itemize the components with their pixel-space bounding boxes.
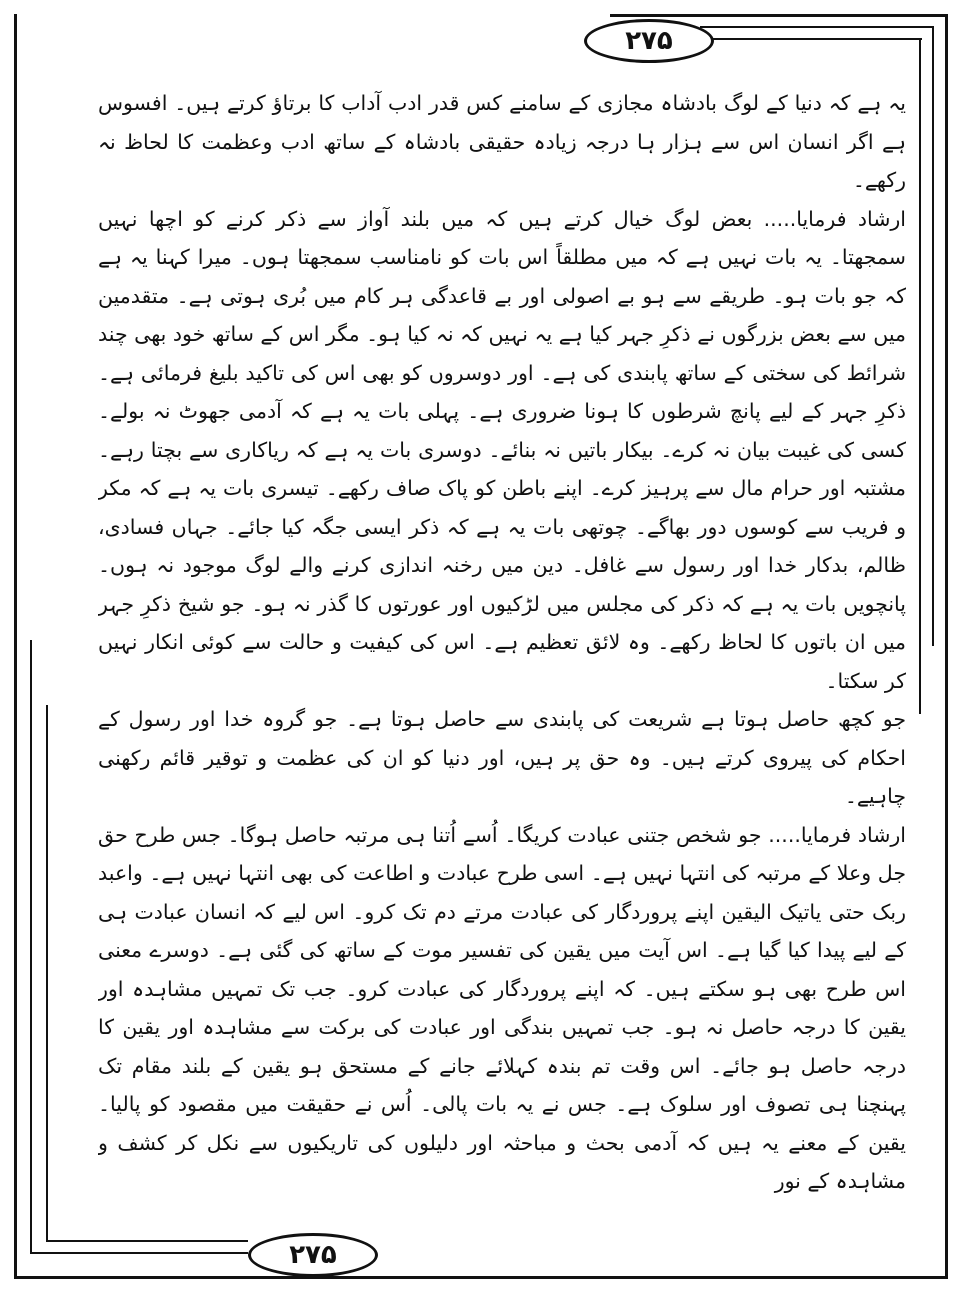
frame-line-bottom-inner xyxy=(46,1240,248,1242)
frame-line-right-inner xyxy=(919,38,921,714)
frame-line-left-middle xyxy=(30,640,32,1252)
page-number-top: ۲۷۵ xyxy=(584,19,714,63)
frame-line-left-outer xyxy=(14,14,17,1279)
frame-line-right-outer xyxy=(945,14,948,1277)
frame-line-top-inner xyxy=(700,38,922,40)
frame-line-top-outer xyxy=(610,14,948,17)
page-number-bottom: ۲۷۵ xyxy=(248,1233,378,1277)
paragraph: جو کچھ حاصل ہوتا ہے شریعت کی پابندی سے حاصل ہوتا ہے۔ جو گروہ خدا اور رسول کے احکام کی پیروی کرتے ہیں۔ وہ حق پر ہیں، اور دنیا کو ان کی عظمت و توقیر قائم رکھنی چاہیے۔ xyxy=(98,707,906,808)
paragraph: ارشاد فرمایا..... جو شخص جتنی عبادت کریگا۔ اُسے اُتنا ہی مرتبہ حاصل ہوگا۔ جس طرح حق جل وعلا کے مرتبہ کی انتہا نہیں ہے۔ اسی طرح عبادت و اطاعت کی بھی انتہا نہیں ہے۔ واعبد ربک حتی یاتیک الیقین اپنے پروردگار کی عبادت مرتے دم تک کرو۔ اس لیے کہ انسان عبادت ہی کے لیے پیدا کیا گیا ہے۔ اس آیت میں یقین کی تفسیر موت کے ساتھ کی گئی ہے۔ دوسرے معنی اس طرح بھی ہو سکتے ہیں۔ کہ اپنے پروردگار کی عبادت کرو۔ جب تک تمہیں مشاہدہ اور یقین کا درجہ حاصل نہ ہو۔ جب تمہیں بندگی اور عبادت کی برکت سے مشاہدہ اور یقین کا درجہ حاصل ہو جائے۔ اس وقت تم بندہ کہلائے جانے کے مستحق ہو یقین کے بلند مقام تک پہنچنا ہی تصوف اور سلوک ہے۔ جس نے یہ بات پالی۔ اُس نے حقیقت میں مقصود کو پالیا۔ یقین کے معنے یہ ہیں کہ آدمی بحث و مباحثہ اور دلیلوں کی تاریکیوں سے نکل کر کشف و مشاہدہ کے نور xyxy=(98,822,906,1193)
paragraph: یہ ہے کہ دنیا کے لوگ بادشاہ مجازی کے سامنے کس قدر ادب آداب کا برتاؤ کرتے ہیں۔ افسوس ہے اگر انسان اس سے ہزار ہا درجہ زیادہ حقیقی بادشاہ کے ساتھ ادب وعظمت کا لحاظ نہ رکھے۔ xyxy=(98,91,906,192)
page-body xyxy=(98,84,906,1224)
frame-line-top-middle xyxy=(700,26,934,28)
frame-line-bottom-middle xyxy=(30,1252,248,1254)
frame-line-right-middle xyxy=(932,26,934,646)
paragraph: ارشاد فرمایا..... بعض لوگ خیال کرتے ہیں کہ میں بلند آواز سے ذکر کرنے کو اچھا نہیں سمجھتا۔ یہ بات نہیں ہے کہ میں مطلقاً اس بات کو نامناسب سمجھتا ہوں۔ میرا کہنا یہ ہے کہ جو بات ہو۔ طریقے سے ہو بے اصولی اور بے قاعدگی ہر کام میں بُری ہوتی ہے۔ متقدمین میں سے بعض بزرگوں نے ذکرِ جہر کیا ہے یہ نہیں کہ نہ کیا ہو۔ مگر اس کے ساتھ خود بھی چند شرائط کی سختی کے ساتھ پابندی کی ہے۔ اور دوسروں کو بھی اس کی تاکید بلیغ فرمائی ہے۔ ذکرِ جہر کے لیے پانچ شرطوں کا ہونا ضروری ہے۔ پہلی بات یہ ہے کہ آدمی جھوٹ نہ بولے۔ کسی کی غیبت بیان نہ کرے۔ بیکار باتیں نہ بنائے۔ دوسری بات یہ ہے کہ ریاکاری سے بچتا رہے۔ مشتبہ اور حرام مال سے پرہیز کرے۔ اپنے باطن کو پاک صاف رکھے۔ تیسری بات یہ ہے کہ مکر و فریب سے کوسوں دور بھاگے۔ چوتھی بات یہ ہے کہ ذکر ایسی جگہ کیا جائے۔ جہاں فسادی، ظالم، بدکار خدا اور رسول سے غافل۔ دین میں رخنہ اندازی کرنے والے لوگ موجود نہ ہوں۔ پانچویں بات یہ ہے کہ ذکر کی مجلس میں لڑکیوں اور عورتوں کا گذر نہ ہو۔ جو شیخ ذکرِ جہر میں ان باتوں کا لحاظ رکھے۔ وہ لائق تعظیم ہے۔ اس کی کیفیت و حالت سے کوئی انکار نہیں کر سکتا۔ xyxy=(98,206,906,693)
frame-line-left-inner xyxy=(46,705,48,1241)
frame-line-bottom-outer xyxy=(14,1276,948,1279)
